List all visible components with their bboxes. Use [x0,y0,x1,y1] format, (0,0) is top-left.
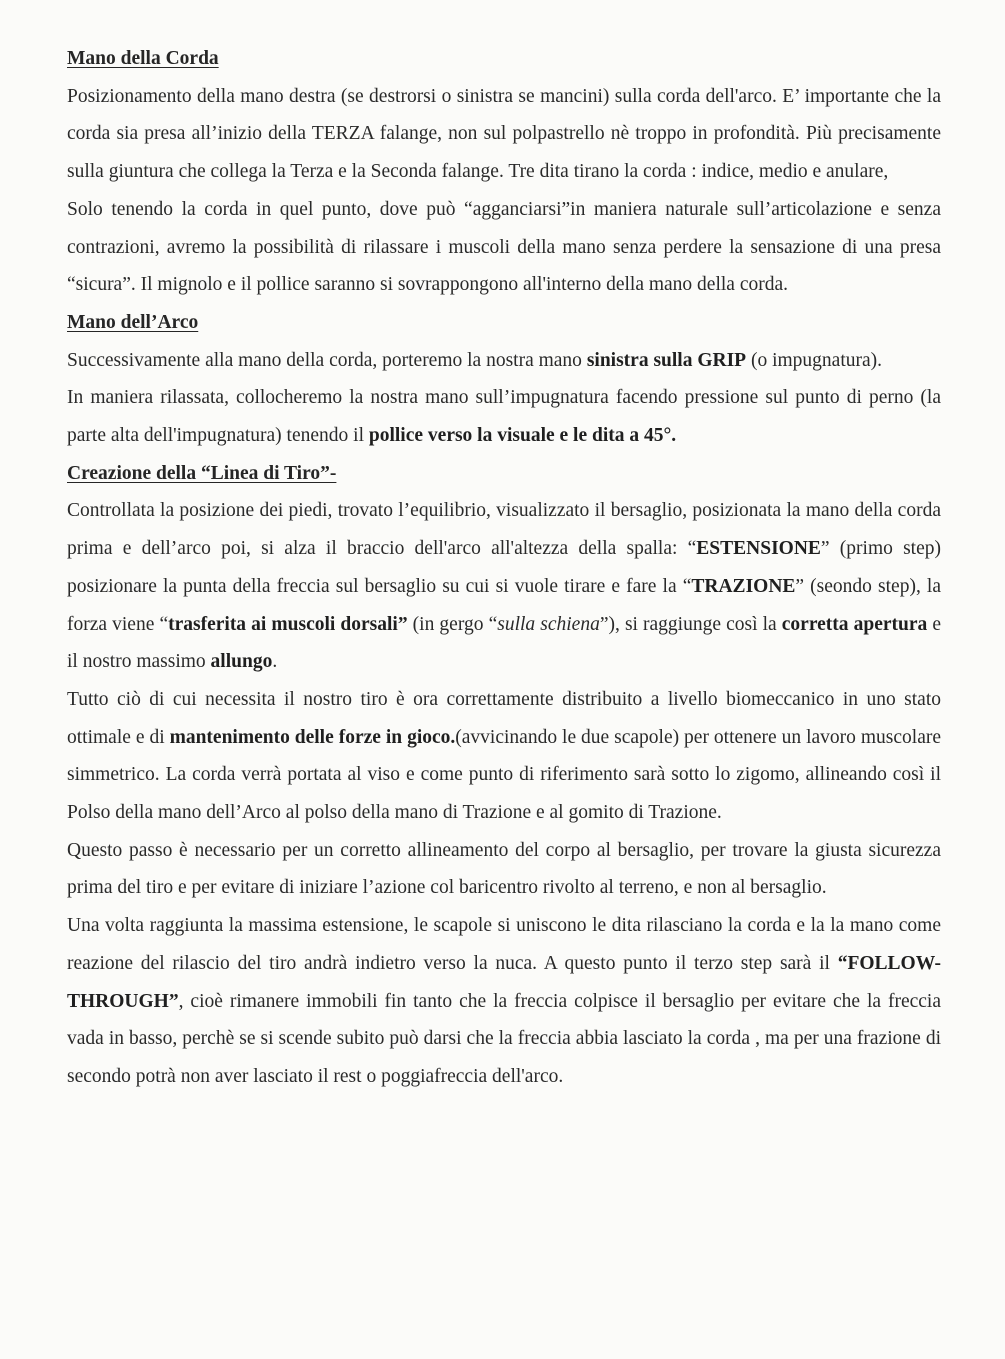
paragraph [67,907,941,1096]
bold-text: trasferita ai muscoli dorsali” [168,613,408,635]
bold-text: ESTENSIONE [696,538,821,560]
section-heading: Creazione della “Linea di Tiro”- [67,462,337,484]
text-run: Una volta raggiunta la massima estensione, le scapole si uniscono le dita rilasciano la corda e la la mano come reazione del rilascio del tiro andrà indietro verso la nuca. A questo punto il terzo step sarà il [67,915,941,974]
paragraph [67,492,941,681]
text-run: . [272,651,278,673]
bold-text: allungo [210,651,273,673]
paragraph [67,191,941,304]
section-heading: Mano della Corda [67,48,219,69]
paragraph [67,681,941,832]
document-body [67,40,941,1096]
bold-text: TRAZIONE [691,575,796,597]
bold-text: mantenimento delle forze in gioco. [169,726,456,748]
text-run: (o impugnatura). [746,349,883,371]
text-run: , cioè rimanere immobili fin tanto che la freccia colpisce il bersaglio per evitare che la freccia vada in basso, perchè se si scende subito può darsi che la freccia abbia lasciato la corda , ma per una frazione di secondo potrà non aver lasciato il rest o poggiafreccia dell'arco. [67,990,941,1087]
text-run: Controllata la posizione dei piedi, trovato l’equilibrio, visualizzato il bersaglio, posizionata la mano della corda prima e dell’arco poi, si alza il braccio dell'arco all'altezza della spalla: “ [67,500,941,560]
bold-text: pollice verso la visuale e le dita a 45°. [368,425,677,447]
text-run: Questo passo è necessario per un corretto allineamento del corpo al bersaglio, per trovare la giusta sicurezza prima del tiro e per evitare di iniziare l’azione col baricentro rivolto al terreno, e non al bersaglio. [67,839,941,899]
text-run: ” (primo step) posizionare la punta della freccia sul bersaglio su cui si vuole tirare e fare la “ [67,538,941,597]
text-run: e anulare, [812,161,889,183]
section-heading: Mano dell’Arco [67,311,199,333]
bold-text: corretta apertura [781,613,928,635]
text-run: Successivamente alla mano della corda, porteremo la nostra mano [67,349,587,371]
text-run: ”), si raggiunge così la [599,613,782,635]
text-run: In maniera rilassata, collocheremo la nostra mano sull’impugnatura facendo pressione sul punto di perno (la parte alta dell'impugnatura) tenendo il [67,387,941,447]
paragraph [67,379,941,454]
text-run: ” (seondo step), la forza viene “ [67,575,941,635]
section-1 [67,40,941,304]
text-run: Solo tenendo la corda in quel punto, dove può “agganciarsi”in maniera naturale sull’articolazione e senza contrazioni, avremo la possibilità di rilassare i muscoli della mano senza perdere la sensazione di una presa “sicura”. Il mignolo e il pollice saranno si sovrappongono all'interno della mano della corda. [67,198,941,296]
text-run: Posizionamento della mano destra (se destrorsi o sinistra se mancini) sulla corda dell'arco. E’ importante che la corda sia presa all’inizio della TERZA falange, non sul polpastrello nè troppo in profondità. Più precisamente sulla giuntura che collega la Terza e la Seconda falange. Tre dita tirano la corda : indice, medio [67,85,941,183]
bold-text: sinistra sulla GRIP [586,349,747,371]
text-run: Tutto ciò di cui necessita il nostro tiro è ora correttamente distribuito a livello biomeccanico in uno stato ottimale e di [67,688,941,748]
paragraph [67,78,941,191]
text-run: (avvicinando le due scapole) per ottenere un lavoro muscolare simmetrico. La corda verrà portata al viso e come punto di riferimento sarà sotto lo zigomo, allineando così il Polso della mano dell’Arco al polso della mano di Trazione e al gomito di Trazione. [67,726,941,824]
text-run: (in gergo “ [407,613,498,635]
section-2 [67,304,941,455]
bold-text: “FOLLOW-THROUGH” [67,952,941,1012]
paragraph [67,342,941,380]
text-run: e il nostro massimo [67,613,942,673]
italic-text: sulla schiena [497,613,600,635]
paragraph [67,832,941,907]
section-3 [67,455,941,1096]
